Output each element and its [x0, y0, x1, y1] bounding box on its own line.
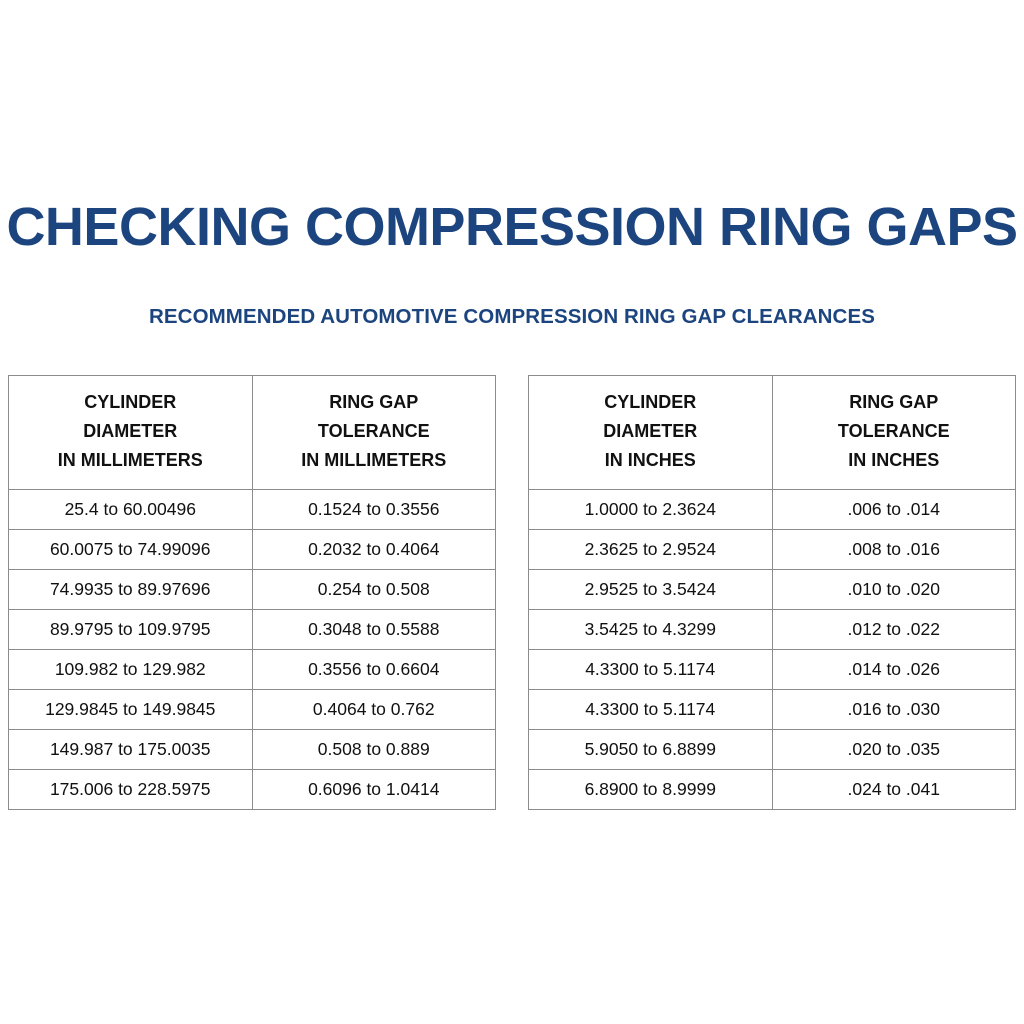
header-line-2: TOLERANCE [837, 421, 950, 442]
cell-diameter: 25.4 to 60.00496 [9, 490, 253, 530]
header-line-3: IN INCHES [604, 450, 696, 471]
table-row [9, 530, 496, 570]
header-line-3: IN MILLIMETERS [301, 450, 447, 471]
column-header-cylinder-diameter-mm [9, 376, 253, 490]
cell-diameter: 89.9795 to 109.9795 [9, 610, 253, 650]
cell-diameter: 74.9935 to 89.97696 [9, 570, 253, 610]
table-row [529, 650, 1016, 690]
header-line-3: IN INCHES [848, 450, 940, 471]
cell-tolerance: .016 to .030 [772, 690, 1016, 730]
table-header-row [9, 376, 496, 490]
tables-container [0, 375, 1024, 810]
cell-diameter: 1.0000 to 2.3624 [529, 490, 773, 530]
cell-diameter: 2.3625 to 2.9524 [529, 530, 773, 570]
table-row [9, 730, 496, 770]
table-row [529, 690, 1016, 730]
header-line-3: IN MILLIMETERS [57, 450, 203, 471]
cell-tolerance: 0.3048 to 0.5588 [252, 610, 496, 650]
cell-diameter: 175.006 to 228.5975 [9, 770, 253, 810]
cell-tolerance: 0.1524 to 0.3556 [252, 490, 496, 530]
table-row [529, 770, 1016, 810]
table-row [9, 650, 496, 690]
cell-diameter: 129.9845 to 149.9845 [9, 690, 253, 730]
page-subtitle: RECOMMENDED AUTOMOTIVE COMPRESSION RING GAP CLEARANCES [149, 305, 875, 328]
cell-tolerance: .014 to .026 [772, 650, 1016, 690]
table-header-row [529, 376, 1016, 490]
header-line-2: DIAMETER [83, 421, 178, 442]
cell-tolerance: 0.508 to 0.889 [252, 730, 496, 770]
table-row [9, 570, 496, 610]
cell-diameter: 2.9525 to 3.5424 [529, 570, 773, 610]
cell-tolerance: 0.3556 to 0.6604 [252, 650, 496, 690]
table-row [9, 770, 496, 810]
cell-diameter: 149.987 to 175.0035 [9, 730, 253, 770]
header-line-1: CYLINDER [84, 392, 177, 412]
cell-diameter: 6.8900 to 8.9999 [529, 770, 773, 810]
header-line-2: TOLERANCE [317, 421, 430, 442]
cell-diameter: 5.9050 to 6.8899 [529, 730, 773, 770]
cell-tolerance: .024 to .041 [772, 770, 1016, 810]
table-row [529, 610, 1016, 650]
cell-tolerance: .010 to .020 [772, 570, 1016, 610]
imperial-table [528, 375, 1016, 810]
metric-table [8, 375, 496, 810]
header-line-1: RING GAP [849, 392, 939, 412]
column-header-ring-gap-tolerance-in [772, 376, 1016, 490]
column-header-ring-gap-tolerance-mm [252, 376, 496, 490]
cell-tolerance: 0.4064 to 0.762 [252, 690, 496, 730]
cell-tolerance: 0.254 to 0.508 [252, 570, 496, 610]
cell-diameter: 4.3300 to 5.1174 [529, 690, 773, 730]
header-line-1: RING GAP [329, 392, 419, 412]
column-header-cylinder-diameter-in [529, 376, 773, 490]
cell-tolerance: 0.2032 to 0.4064 [252, 530, 496, 570]
table-row [9, 690, 496, 730]
table-row [9, 610, 496, 650]
header-line-1: CYLINDER [604, 392, 697, 412]
cell-tolerance: .020 to .035 [772, 730, 1016, 770]
cell-diameter: 3.5425 to 4.3299 [529, 610, 773, 650]
page-title: CHECKING COMPRESSION RING GAPS [6, 197, 1018, 257]
cell-tolerance: .008 to .016 [772, 530, 1016, 570]
cell-diameter: 109.982 to 129.982 [9, 650, 253, 690]
table-row [9, 490, 496, 530]
table-row [529, 730, 1016, 770]
cell-tolerance: .006 to .014 [772, 490, 1016, 530]
cell-tolerance: 0.6096 to 1.0414 [252, 770, 496, 810]
table-row [529, 530, 1016, 570]
cell-diameter: 60.0075 to 74.99096 [9, 530, 253, 570]
cell-diameter: 4.3300 to 5.1174 [529, 650, 773, 690]
table-row [529, 490, 1016, 530]
cell-tolerance: .012 to .022 [772, 610, 1016, 650]
table-row [529, 570, 1016, 610]
header-line-2: DIAMETER [603, 421, 698, 442]
